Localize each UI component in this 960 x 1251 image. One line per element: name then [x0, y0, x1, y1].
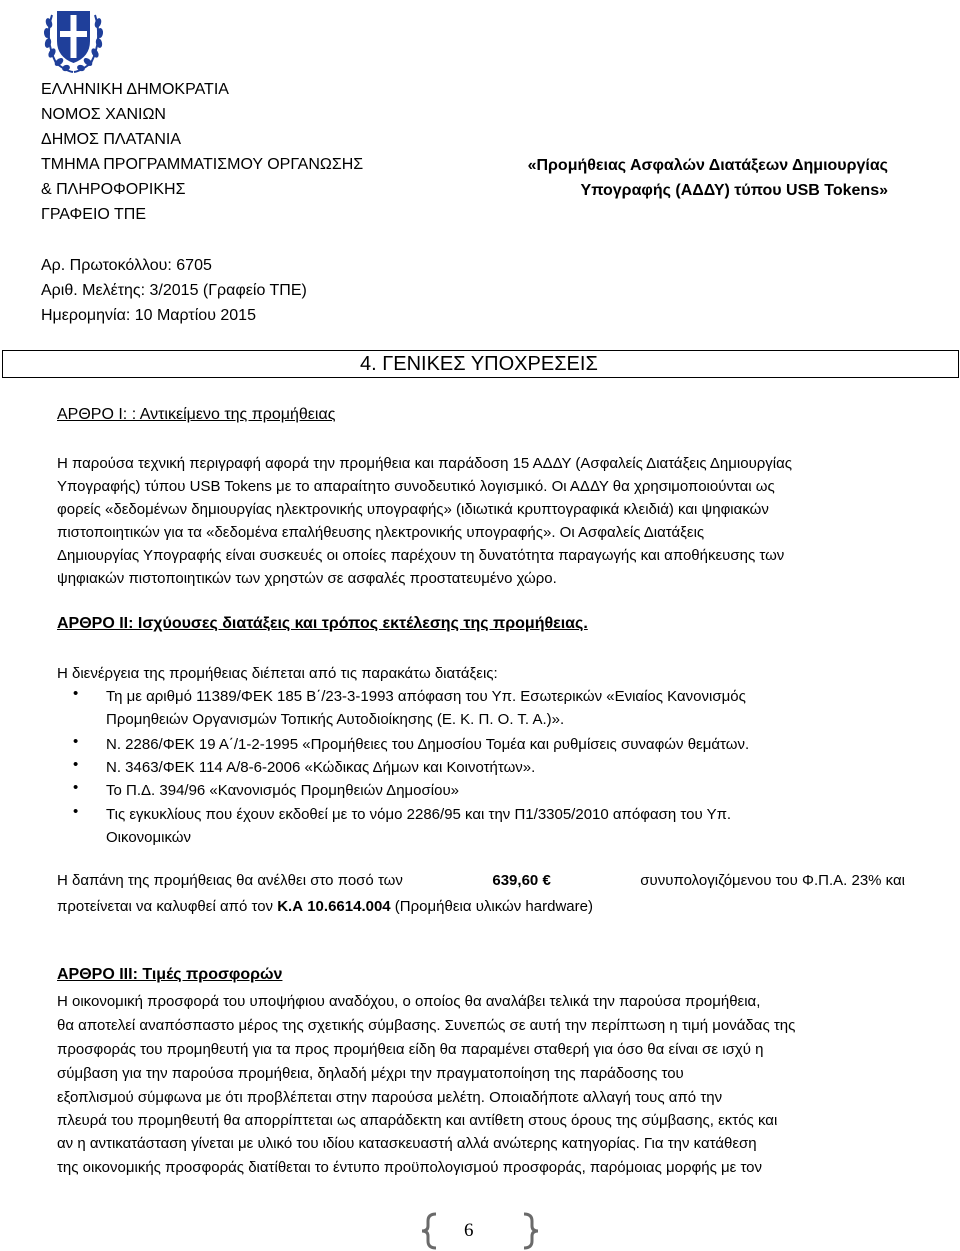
section-title: 4. ΓΕΝΙΚΕΣ ΥΠΟΧΡΕΣΕΙΣ: [360, 353, 598, 375]
protocol-number: Αρ. Πρωτοκόλλου: 6705: [41, 257, 212, 274]
provision-item-cont: Οικονομικών: [106, 829, 192, 846]
bullet-marker: •: [73, 685, 79, 702]
currency-symbol: €: [542, 872, 551, 889]
cost-text-post: συνυπολογιζόμενου του Φ.Π.Α. 23% και: [640, 872, 905, 889]
article-3-line: σύμβαση για την παρούσα προμήθεια, δηλαδή μέχρι την πραγματοποίηση της παράδοσης του: [57, 1065, 684, 1082]
header-municipality: ΔΗΜΟΣ ΠΛΑΤΑΝΙΑ: [41, 131, 182, 148]
provision-item: Τις εγκυκλίους που έχουν εκδοθεί με το νόμο 2286/95 και την Π1/3305/2010 απόφαση του Υπ.: [106, 806, 732, 823]
article-3-line: πλευρά του προμηθευτή θα απορρίπτεται ως απαράδεκτη και αντίθετη στους όρους της σύμβασης, εκτός και: [57, 1112, 778, 1129]
article-3-line: της οικονομικής προσφοράς διατίθεται το έντυπο προϋπολογισμού προσφοράς, παρόμοιας μορφής με τον: [57, 1159, 763, 1176]
article-2-title: ΑΡΘΡΟ ΙΙ: Ισχύουσες διατάξεις και τρόπος εκτέλεσης της προμήθειας.: [57, 615, 588, 632]
study-number: Αριθ. Μελέτης: 3/2015 (Γραφείο ΤΠΕ): [41, 282, 307, 299]
bullet-marker: •: [73, 756, 79, 773]
article-1-title: ΑΡΘΡΟ Ι: : Αντικείμενο της προμήθειας: [57, 406, 336, 423]
bullet-marker: •: [73, 779, 79, 796]
article-3-line: θα αποτελεί αναπόσπαστο μέρος της σχετικής σύμβασης. Συνεπώς σε αυτή την περίπτωση η τιμή μονάδας της: [57, 1017, 796, 1034]
provision-item: Ν. 2286/ΦΕΚ 19 Α΄/1-2-1995 «Προμήθειες του Δημοσίου Τομέα και ρυθμίσεις συναφών θεμάτων.: [106, 736, 750, 753]
project-title-line2: Υπογραφής (ΑΔΔΥ) τύπου USB Tokens»: [580, 182, 888, 199]
cost-text-pre: Η δαπάνη της προμήθειας θα ανέλθει στο ποσό των: [57, 872, 403, 889]
header-country: ΕΛΛΗΝΙΚΗ ΔΗΜΟΚΡΑΤΙΑ: [41, 81, 229, 98]
provision-item: Τη με αριθμό 11389/ΦΕΚ 185 Β΄/23-3-1993 απόφαση του Υπ. Εσωτερικών «Ενιαίος Κανονισμός: [106, 688, 746, 705]
article-1-line: ψηφιακών πιστοποιητικών των χρηστών σε ασφαλές προστατευμένο χώρο.: [57, 570, 557, 587]
article-3-line: Η οικονομική προσφορά του υποψήφιου αναδόχου, ο οποίος θα αναλάβει τελικά την παρούσα προμήθεια,: [57, 993, 761, 1010]
page-number: 6: [464, 1220, 474, 1241]
budget-line: [57, 895, 593, 918]
header-department: ΤΜΗΜΑ ΠΡΟΓΡΑΜΜΑΤΙΣΜΟΥ ΟΡΓΑΝΩΣΗΣ: [41, 156, 364, 173]
header-department-cont: & ΠΛΗΡΟΦΟΡΙΚΗΣ: [41, 181, 186, 198]
article-1-line: φορείς «δεδομένων δημιουργίας ηλεκτρονικής υπογραφής» (ιδιωτικά κρυπτογραφικά κλειδιά) και ψηφιακών: [57, 501, 769, 518]
article-2-intro: Η διενέργεια της προμήθειας διέπεται από τις παρακάτω διατάξεις:: [57, 665, 498, 682]
header-office: ΓΡΑΦΕΙΟ ΤΠΕ: [41, 206, 146, 223]
article-3-line: προσφοράς του προμηθευτή για τα προς προμήθεια είδη θα παραμένει σταθερή για όσο θα είναι σε ισχύ η: [57, 1041, 764, 1058]
greek-emblem-icon: [42, 3, 105, 75]
cost-amount: 639,60: [492, 872, 539, 889]
provision-item: Ν. 3463/ΦΕΚ 114 Α/8-6-2006 «Κώδικας Δήμων και Κοινοτήτων».: [106, 759, 536, 776]
budget-text-pre: προτείνεται να καλυφθεί από τον: [57, 898, 278, 915]
budget-code: Κ.Α 10.6614.004: [277, 898, 391, 915]
provision-item-cont: Προμηθειών Οργανισμών Τοπικής Αυτοδιοίκησης (Ε. Κ. Π. Ο. Τ. Α.)».: [106, 711, 565, 728]
cost-line: [57, 869, 905, 892]
article-3-line: αν η αντικατάσταση γίνεται με υλικό του ιδίου κατασκευαστή αλλά ανώτερης κατηγορίας. Για την κατάθεση: [57, 1135, 757, 1152]
header-prefecture: ΝΟΜΟΣ ΧΑΝΙΩΝ: [41, 106, 166, 123]
article-1-line: Η παρούσα τεχνική περιγραφή αφορά την προμήθεια και παράδοση 15 ΑΔΔΥ (Ασφαλείς Διατάξεις Δημιουργίας: [57, 455, 793, 472]
article-1-line: Υπογραφής) τύπου USB Tokens με το απαραίτητο συνοδευτικό λογισμικό. Οι ΑΔΔΥ θα χρησιμοποιούνται ως: [57, 478, 775, 495]
budget-text-post: (Προμήθεια υλικών hardware): [390, 898, 593, 915]
article-1-line: Δημιουργίας Υπογραφής είναι συσκευές οι οποίες παρέχουν τη δυνατότητα παραγωγής και αποθήκευσης των: [57, 547, 785, 564]
page-number-brackets: [420, 1212, 540, 1250]
project-title-line1: «Προμήθειας Ασφαλών Διατάξεων Δημιουργίας: [527, 157, 888, 174]
document-date: Ημερομηνία: 10 Μαρτίου 2015: [41, 307, 256, 324]
provision-item: Το Π.Δ. 394/96 «Κανονισμός Προμηθειών Δημοσίου»: [106, 782, 460, 799]
article-1-line: πιστοποιητικών για τα «δεδομένα επαλήθευσης ηλεκτρονικής υπογραφής». Οι Ασφαλείς Διατάξεις: [57, 524, 705, 541]
bullet-marker: •: [73, 733, 79, 750]
article-3-line: εξοπλισμού σύμφωνα με ότι προβλέπεται στην παρούσα μελέτη. Οποιαδήποτε αλλαγή τους από την: [57, 1089, 723, 1106]
bullet-marker: •: [73, 803, 79, 820]
article-3-title: ΑΡΘΡΟ ΙΙΙ: Τιμές προσφορών: [57, 966, 283, 983]
